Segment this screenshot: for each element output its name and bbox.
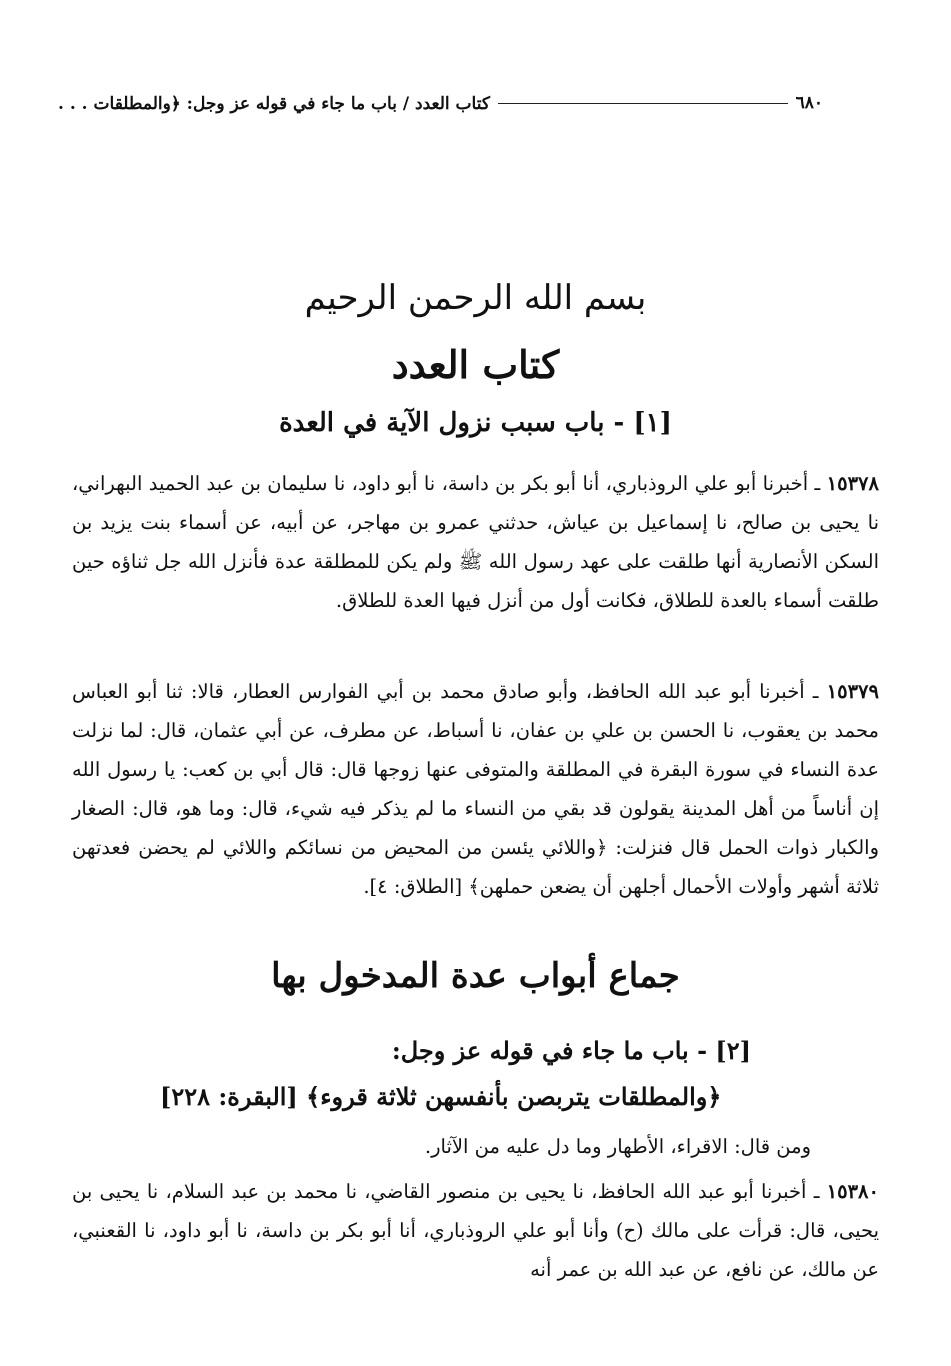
hadith-number: ١٥٣٨٠ (826, 1180, 879, 1203)
book-title: كتاب العدد (391, 342, 560, 387)
section-heading: جماع أبواب عدة المدخول بها (271, 956, 680, 996)
basmala: بسم الله الرحمن الرحيم (304, 278, 647, 318)
header-rule (498, 103, 788, 104)
chapter-1-heading: [١] - باب سبب نزول الآية في العدة (279, 408, 672, 438)
intro-note: ومن قال: الاقراء، الأطهار وما دل عليه من الآثار. (424, 1135, 811, 1158)
chapter-2-heading (160, 1028, 751, 1120)
running-header (58, 86, 823, 120)
hadith-number: ١٥٣٧٨ (826, 472, 879, 495)
chapter-2-title: [٢] - باب ما جاء في قوله عز وجل: (391, 1036, 751, 1065)
running-header-title: كتاب العدد / باب ما جاء في قوله عز وجل: ﴿والمطلقات . . . (58, 93, 490, 114)
chapter-2-verse: ﴿والمطلقات يتربصن بأنفسهن ثلاثة قروء﴾ [البقرة: ٢٢٨] (160, 1082, 722, 1111)
hadith-15380 (72, 1172, 879, 1289)
hadith-text: ـ أخبرنا أبو علي الروذباري، أنا أبو بكر بن داسة، نا أبو داود، نا سليمان بن عبد الحميد البهراني، نا يحيى بن صالح، نا إسماعيل بن عياش، حدثني عمرو بن مهاجر، عن أبيه، عن أسماء بنت يزيد بن السكن الأنصارية أنها طلقت على عهد رسول الله ﷺ ولم يكن للمطلقة عدة فأنزل الله جل ثناؤه حين طلقت أسماء بالعدة للطلاق، فكانت أول من أنزل فيها العدة للطلاق. (72, 472, 879, 612)
page-number: ٦٨٠ (795, 93, 823, 113)
hadith-text: ـ أخبرنا أبو عبد الله الحافظ، وأبو صادق محمد بن أبي الفوارس العطار، قالا: ثنا أبو العباس محمد بن يعقوب، نا الحسن بن علي بن عفان، نا أسباط، عن مطرف، عن أبي عثمان، قال: لما نزلت عدة النساء في سورة البقرة في المطلقة والمتوفى عنها زوجها قال: قال أبي بن كعب: يا رسول الله إن أناساً من أهل المدينة يقولون قد بقي من النساء ما لم يذكر فيه شيء، قال: وما هو، قال: الصغار والكبار ذوات الحمل قال فنزلت: ﴿واللائي يئسن من المحيض من نسائكم واللائي لم يحضن فعدتهن ثلاثة أشهر وأولات الأحمال أجلهن أن يضعن حملهن﴾ [الطلاق: ٤]. (72, 680, 879, 898)
hadith-15379 (72, 672, 879, 906)
hadith-number: ١٥٣٧٩ (826, 680, 879, 703)
hadith-text: ـ أخبرنا أبو عبد الله الحافظ، نا يحيى بن منصور القاضي، نا محمد بن عبد السلام، نا يحيى بن يحيى، قال: قرأت على مالك (ح) وأنا أبو علي الروذباري، أنا أبو بكر بن داسة، نا أبو داود، نا القعنبي، عن مالك، عن نافع، عن عبد الله بن عمر أنه (72, 1180, 879, 1281)
hadith-15378 (72, 464, 879, 620)
